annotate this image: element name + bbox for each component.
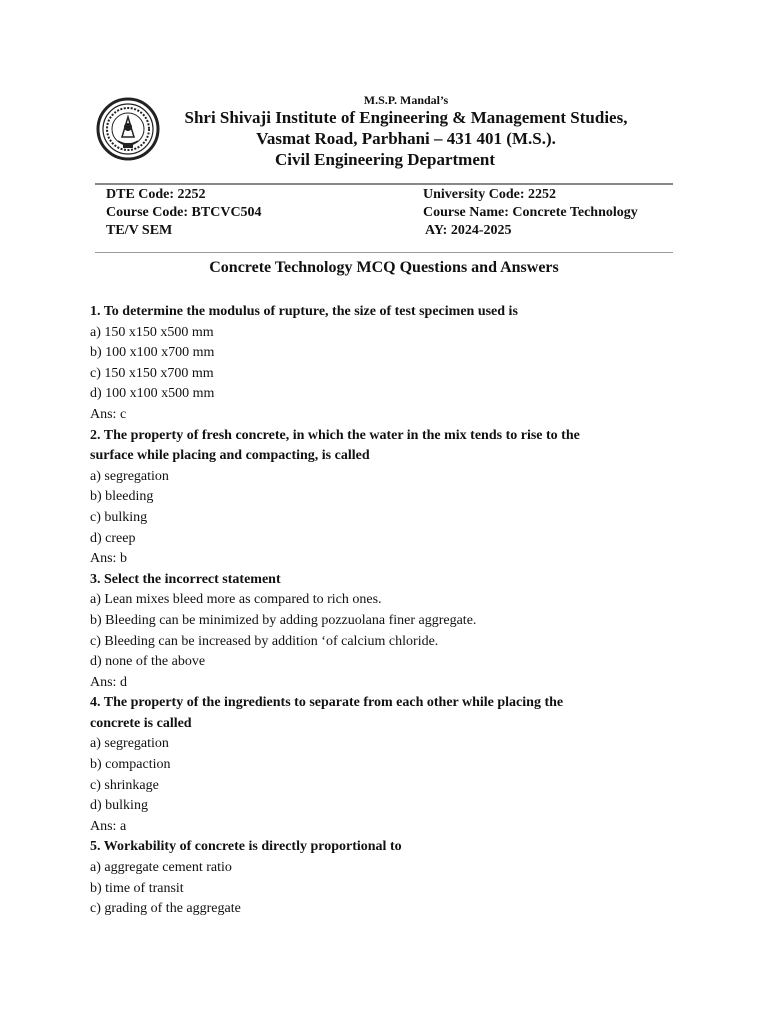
option-b: b) time of transit: [90, 880, 184, 896]
institute-address: Vasmat Road, Parbhani – 431 401 (M.S.).: [256, 129, 556, 148]
question-text: 3. Select the incorrect statement: [90, 571, 281, 587]
option-c: c) 150 x150 x700 mm: [90, 365, 214, 381]
course-code: Course Code: BTCVC504: [106, 205, 262, 220]
department-name: Civil Engineering Department: [274, 150, 496, 169]
option-d: d) bulking: [90, 798, 148, 814]
option-b: b) Bleeding can be minimized by adding pozzuolana finer aggregate.: [90, 612, 477, 628]
option-b: b) 100 x100 x700 mm: [90, 345, 215, 361]
option-b: b) compaction: [90, 757, 171, 773]
answer: Ans: c: [90, 406, 127, 422]
option-d: d) creep: [90, 530, 136, 546]
question-text: 1. To determine the modulus of rupture, the size of test specimen used is: [90, 304, 518, 319]
course-name: Course Name: Concrete Technology: [423, 205, 638, 220]
question-text: 4. The property of the ingredients to separate from each other while placing the: [90, 695, 564, 711]
semester: TE/V SEM: [106, 223, 173, 238]
option-a: a) aggregate cement ratio: [90, 860, 232, 876]
header-divider-bottom: [95, 252, 673, 253]
question-text: 5. Workability of concrete is directly proportional to: [90, 839, 402, 855]
university-code: University Code: 2252: [423, 187, 556, 202]
answer: Ans: d: [90, 674, 127, 690]
header-divider-top: [95, 183, 673, 185]
question-text: 2. The property of fresh concrete, in which the water in the mix tends to rise to the: [90, 427, 580, 443]
option-c: c) grading of the aggregate: [90, 901, 241, 917]
option-d: d) 100 x100 x500 mm: [90, 386, 215, 402]
question-list: [90, 302, 690, 920]
option-d: d) none of the above: [90, 654, 206, 670]
answer: Ans: a: [90, 818, 127, 834]
answer: Ans: b: [90, 551, 127, 567]
option-c: c) Bleeding can be increased by addition ‘of calcium chloride.: [90, 633, 439, 649]
option-a: a) 150 x150 x500 mm: [90, 324, 214, 340]
option-a: a) segregation: [90, 736, 169, 752]
option-c: c) shrinkage: [90, 777, 159, 793]
dte-code: DTE Code: 2252: [106, 187, 206, 202]
institute-name: Shri Shivaji Institute of Engineering & Management Studies,: [184, 108, 628, 127]
academic-year: AY: 2024-2025: [425, 223, 512, 238]
question-text-cont: surface while placing and compacting, is called: [90, 448, 370, 464]
document-title: Concrete Technology MCQ Questions and Answers: [209, 259, 559, 276]
question-text-cont: concrete is called: [90, 715, 192, 731]
option-a: a) segregation: [90, 468, 169, 484]
option-a: a) Lean mixes bleed more as compared to rich ones.: [90, 592, 382, 608]
option-c: c) bulking: [90, 509, 148, 525]
option-b: b) bleeding: [90, 489, 154, 505]
mandal-name: M.S.P. Mandal’s: [363, 93, 449, 107]
